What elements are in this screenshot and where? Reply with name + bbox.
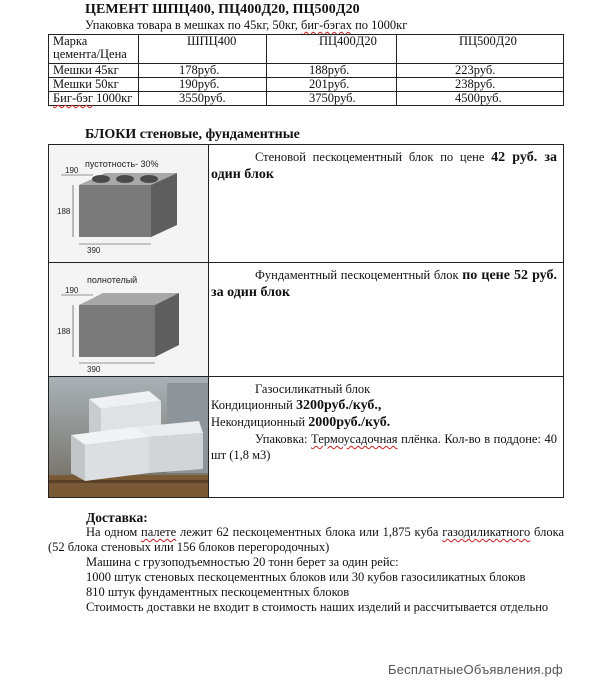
cement-price-table: [48, 34, 564, 106]
gas-block-description: [209, 377, 564, 498]
gas-pack-wavy: Термоусадочная: [311, 432, 398, 446]
header-pc500d20: ПЦ500Д20: [397, 35, 564, 64]
row-label: Мешки 50кг: [49, 78, 139, 92]
delivery-p1-wavy2: газодиликатного: [442, 525, 531, 539]
wall-block-price: 42 руб. за один блок: [211, 150, 557, 182]
cement-title: ЦЕМЕНТ ШПЦ400, ПЦ400Д20, ПЦ500Д20: [85, 2, 360, 17]
foundation-block-image-cell: [49, 263, 209, 377]
gas-block-row: [49, 377, 564, 498]
foundation-image-caption: полнотелый: [87, 275, 138, 285]
delivery-p2: Машина с грузоподъемностью 20 тонн берет за один рейс:: [86, 555, 399, 569]
note-wavy-word: биг-бэгах: [300, 18, 352, 32]
table-row: [49, 64, 564, 78]
row-value: 3550руб.: [139, 92, 267, 106]
note-suffix: по 1000кг: [351, 18, 408, 32]
delivery-p1-wavy1: палете: [141, 525, 177, 539]
wall-block-description: [209, 145, 564, 263]
foundation-block-row: [49, 263, 564, 377]
foundation-block-text: Фундаментный пескоцементный блок: [255, 268, 463, 282]
foundation-dim-side: 188: [57, 327, 71, 336]
table-row: [49, 78, 564, 92]
delivery-title: Доставка:: [86, 510, 148, 525]
foundation-block-image: [49, 263, 208, 376]
delivery-p1: [48, 525, 564, 555]
gas-packaging: [211, 431, 557, 463]
gas-pack-suffix: плёнка. Кол-во в поддоне: 40 шт (1,8 м3): [211, 432, 557, 462]
gas-block-photo: [49, 377, 208, 497]
header-brand: Марка цемента/Цена: [49, 35, 139, 64]
row-label: Мешки 45кг: [49, 64, 139, 78]
row-label-suffix: 1000кг: [93, 91, 133, 105]
row-label: [49, 92, 139, 106]
gas-pack-prefix: Упаковка:: [255, 432, 312, 446]
gas-noncond-price: 2000руб./куб.: [308, 415, 391, 430]
delivery-p1-b: лежит 62 пескоцементных блока или 1,875 куба: [176, 525, 443, 539]
row-value: 201руб.: [267, 78, 397, 92]
blocks-table: [48, 144, 564, 498]
delivery-section: [48, 510, 564, 615]
wall-dim-bottom: 390: [87, 246, 101, 255]
delivery-p1-c: блока (52 блока стеновых или 156 блоков перегородочных): [48, 525, 565, 554]
wall-block-text: Стеновой пескоцементный блок по цене: [255, 150, 492, 164]
gas-noncond-label: Некондиционный: [211, 415, 309, 429]
header-pc400d20: ПЦ400Д20: [267, 35, 397, 64]
wall-image-caption: пустотность- 30%: [85, 159, 159, 169]
row-value: 223руб.: [397, 64, 564, 78]
wall-block-image-cell: [49, 145, 209, 263]
wall-block-image: [49, 145, 208, 262]
header-shpc400: ШПЦ400: [139, 35, 267, 64]
gas-block-image-cell: [49, 377, 209, 498]
row-value: 3750руб.: [267, 92, 397, 106]
foundation-block-price: по цене 52 руб. за один блок: [211, 268, 557, 300]
table-header-row: [49, 35, 564, 64]
row-value: 178руб.: [139, 64, 267, 78]
wall-dim-side: 188: [57, 207, 71, 216]
foundation-dim-bottom: 390: [87, 365, 101, 374]
delivery-p1-a: На одном: [86, 525, 142, 539]
cement-packaging-note: [85, 18, 407, 33]
delivery-p4: 810 штук фундаментных пескоцементных блоков: [86, 585, 350, 599]
foundation-block-description: [209, 263, 564, 377]
gas-noncond-line: [211, 414, 557, 431]
row-value: 190руб.: [139, 78, 267, 92]
gas-cond-price: 3200руб./куб.,: [295, 398, 382, 413]
gas-block-title: Газосиликатный блок: [255, 382, 371, 396]
note-prefix: Упаковка товара в мешках по 45кг, 50кг,: [85, 18, 301, 32]
delivery-p5: Стоимость доставки не входит в стоимость наших изделий и рассчитывается отдельно: [86, 600, 549, 614]
gas-cond-label: Кондиционный: [211, 398, 296, 412]
wall-dim-top: 190: [65, 166, 79, 175]
blocks-title: БЛОКИ стеновые, фундаментные: [85, 127, 300, 142]
row-value: 188руб.: [267, 64, 397, 78]
site-watermark: БесплатныеОбъявления.рф: [388, 662, 563, 677]
table-row: [49, 92, 564, 106]
row-value: 238руб.: [397, 78, 564, 92]
row-value: 4500руб.: [397, 92, 564, 106]
gas-cond-line: [211, 397, 557, 414]
delivery-p3: 1000 штук стеновых пескоцементных блоков или 30 кубов газосиликатных блоков: [86, 570, 526, 584]
row-label-wavy: Биг-бэг: [53, 91, 94, 105]
foundation-dim-top: 190: [65, 286, 79, 295]
wall-block-row: [49, 145, 564, 263]
